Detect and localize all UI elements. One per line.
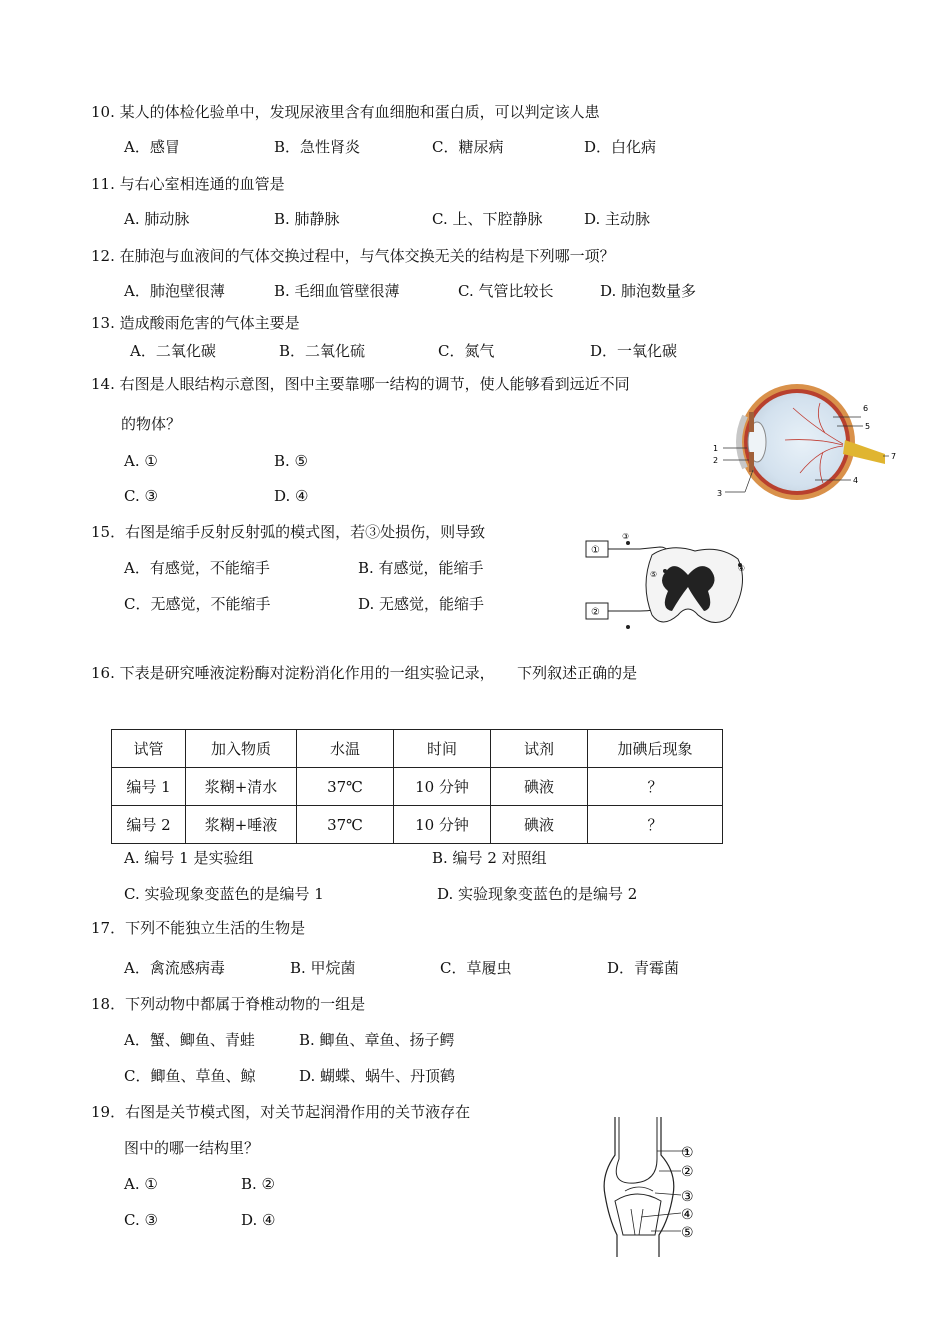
q13-option-d: D．一氧化碳 (590, 342, 678, 360)
q10-option-b: B．急性肾炎 (274, 138, 361, 156)
q15-stem: 15．右图是缩手反射反射弧的模式图，若③处损伤，则导致 (91, 523, 486, 541)
q17-option-b: B. 甲烷菌 (290, 959, 356, 977)
table-header: 加碘后现象 (588, 730, 723, 768)
eye-label-5: 5 (865, 422, 871, 431)
q14-option-c: C. ③ (124, 487, 158, 505)
reflex-label-2: ② (591, 607, 600, 618)
q12-option-c: C. 气管比较长 (458, 282, 554, 300)
q10-option-a: A．感冒 (124, 138, 180, 156)
q12-option-b: B. 毛细血管壁很薄 (274, 282, 400, 300)
q13-option-b: B．二氧化硫 (279, 342, 366, 360)
table-header: 时间 (394, 730, 491, 768)
q17-stem: 17．下列不能独立生活的生物是 (91, 919, 306, 937)
eye-label-3: 3 (717, 489, 723, 498)
q16-option-b: B. 编号 2 对照组 (432, 849, 547, 867)
table-header: 水温 (297, 730, 394, 768)
joint-socket-shape (615, 1194, 661, 1235)
table-cell: 37℃ (297, 806, 394, 844)
eye-label-1: 1 (713, 444, 719, 453)
reflex-label-5: ⑤ (650, 570, 658, 579)
q19-option-c: C. ③ (124, 1211, 158, 1229)
q19-stem: 19．右图是关节模式图，对关节起润滑作用的关节液存在 (91, 1103, 471, 1121)
q11-option-d: D. 主动脉 (584, 210, 651, 228)
q13-option-a: A．二氧化碳 (130, 342, 216, 360)
joint-label-5: ⑤ (681, 1225, 694, 1241)
q14-stem: 14. 右图是人眼结构示意图，图中主要靠哪一结构的调节，使人能够看到远近不同 (91, 375, 630, 393)
table-cell: 37℃ (297, 768, 394, 806)
q10-option-d: D．白化病 (584, 138, 657, 156)
joint-label-4: ④ (681, 1207, 694, 1223)
iris-upper-shape (749, 412, 754, 432)
q14-option-b: B. ⑤ (274, 452, 309, 470)
q12-option-a: A．肺泡壁很薄 (124, 282, 225, 300)
q19-option-b: B. ② (241, 1175, 276, 1193)
table-cell: 10 分钟 (394, 768, 491, 806)
q11-option-c: C. 上、下腔静脉 (432, 210, 543, 228)
q13-option-c: C．氮气 (438, 342, 495, 360)
joint-figure (595, 1115, 710, 1260)
reflex-label-4: ④ (738, 564, 746, 573)
q16-option-d: D. 实验现象变蓝色的是编号 2 (437, 885, 638, 903)
q18-option-b: B. 鲫鱼、章鱼、扬子鳄 (299, 1031, 455, 1049)
table-cell: 碘液 (491, 806, 588, 844)
reflex-label-1: ① (591, 545, 600, 556)
joint-label-3: ③ (681, 1189, 694, 1205)
table-row (112, 806, 723, 844)
q17-option-a: A．禽流感病毒 (124, 959, 225, 977)
eye-label-2: 2 (713, 456, 719, 465)
q14-option-a: A. ① (124, 452, 158, 470)
joint-label-1: ① (681, 1145, 694, 1161)
q16-stem: 16. 下表是研究唾液淀粉酶对淀粉消化作用的一组实验记录， 下列叙述正确的是 (91, 664, 638, 682)
q11-option-a: A. 肺动脉 (124, 210, 190, 228)
reflex-arc-figure (580, 525, 755, 635)
q16-option-a: A. 编号 1 是实验组 (124, 849, 254, 867)
table-cell: ？ (588, 806, 723, 844)
eye-label-4: 4 (853, 476, 859, 485)
eye-label-6: 6 (863, 404, 869, 413)
table-cell: 浆糊+唾液 (186, 806, 297, 844)
table-row (112, 768, 723, 806)
joint-label-2: ② (681, 1164, 694, 1180)
q17-option-c: C．草履虫 (440, 959, 512, 977)
q17-option-d: D．青霉菌 (607, 959, 680, 977)
q15-option-b: B. 有感觉，能缩手 (358, 559, 484, 577)
q15-option-c: C．无感觉，不能缩手 (124, 595, 271, 613)
iris-lower-shape (749, 452, 754, 472)
q11-option-b: B. 肺静脉 (274, 210, 340, 228)
q13-stem: 13. 造成酸雨危害的气体主要是 (91, 314, 300, 332)
q18-stem: 18．下列动物中都属于脊椎动物的一组是 (91, 995, 366, 1013)
table-cell: 碘液 (491, 768, 588, 806)
q19-stem-continued: 图中的哪一结构里？ (124, 1139, 260, 1157)
table-cell: 浆糊+清水 (186, 768, 297, 806)
table-header-row (112, 730, 723, 768)
q18-option-c: C．鲫鱼、草鱼、鲸 (124, 1067, 256, 1085)
reflex-label-3: ③ (622, 532, 630, 541)
q19-option-d: D. ④ (241, 1211, 276, 1229)
table-header: 试管 (112, 730, 186, 768)
q15-option-a: A．有感觉，不能缩手 (124, 559, 270, 577)
eye-label-7: 7 (891, 452, 897, 461)
q18-option-a: A．蟹、鲫鱼、青蛙 (124, 1031, 255, 1049)
eye-structure-figure (705, 378, 905, 503)
q18-option-d: D. 蝴蝶、蜗牛、丹顶鹤 (299, 1067, 456, 1085)
experiment-table (111, 729, 723, 844)
table-cell: 编号 2 (112, 806, 186, 844)
q19-option-a: A. ① (124, 1175, 158, 1193)
table-cell: 10 分钟 (394, 806, 491, 844)
q14-stem-continued: 的物体？ (121, 415, 182, 433)
q10-option-c: C．糖尿病 (432, 138, 504, 156)
q14-option-d: D. ④ (274, 487, 309, 505)
table-header: 试剂 (491, 730, 588, 768)
q15-option-d: D. 无感觉，能缩手 (358, 595, 485, 613)
table-cell: 编号 1 (112, 768, 186, 806)
q10-stem: 10. 某人的体检化验单中，发现尿液里含有血细胞和蛋白质，可以判定该人患 (91, 103, 600, 121)
table-cell: ？ (588, 768, 723, 806)
joint-head-shape (616, 1117, 657, 1183)
table-header: 加入物质 (186, 730, 297, 768)
q11-stem: 11. 与右心室相连通的血管是 (91, 175, 285, 193)
q12-option-d: D. 肺泡数量多 (600, 282, 697, 300)
q12-stem: 12. 在肺泡与血液间的气体交换过程中，与气体交换无关的结构是下列哪一项？ (91, 247, 615, 265)
q16-option-c: C. 实验现象变蓝色的是编号 1 (124, 885, 324, 903)
